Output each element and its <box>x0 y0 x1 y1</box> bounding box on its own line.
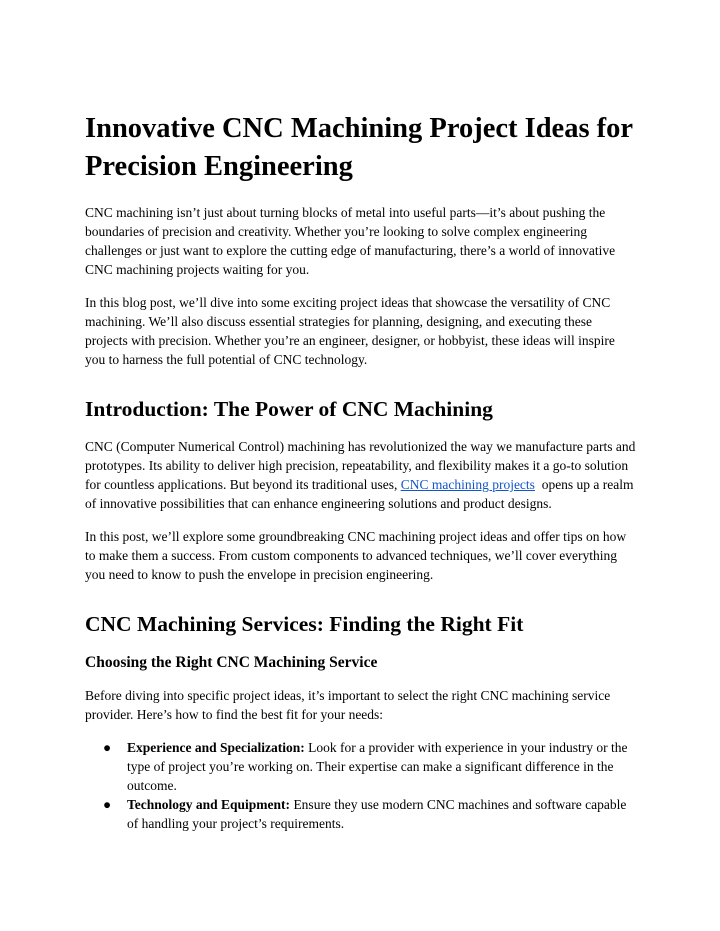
list-item-label: Technology and Equipment: <box>127 797 291 812</box>
list-item-label: Experience and Specialization: <box>127 740 305 755</box>
section1-paragraph-1 <box>85 437 638 513</box>
section1-paragraph-1-start: CNC (Computer Numerical Control) machining has revolutionized the way we manufacture parts and prototypes. Its ability to deliver high precision, repeatability, and flexibility makes it a go-to solution for countless applications. But beyond its traditional uses, <box>85 439 636 492</box>
list-item-text: Ensure they use modern CNC machines and software capable of handling your project’s requirements. <box>127 797 627 831</box>
section1-paragraph-1-end: opens up a realm of innovative possibilities that can enhance engineering solutions and product designs. <box>85 477 637 511</box>
list-item <box>85 795 638 833</box>
bullet-icon: ● <box>103 797 112 812</box>
list-item <box>85 738 638 795</box>
section2-paragraph-1: Before diving into specific project ideas, it’s important to select the right CNC machining service provider. Here’s how to find the best fit for your needs: <box>85 688 611 722</box>
section1-paragraph-2: In this post, we’ll explore some groundbreaking CNC machining project ideas and offer tips on how to make them a success. From custom components to advanced techniques, we’ll cover everything you need to know to push the envelope in precision engineering. <box>85 529 627 582</box>
bullet-icon: ● <box>103 740 112 755</box>
list-item-text: Look for a provider with experience in your industry or the type of project you’re working on. Their expertise can make a significant difference in the outcome. <box>127 740 628 793</box>
subheading-choosing-service: Choosing the Right CNC Machining Service <box>85 654 378 671</box>
section-heading-services: CNC Machining Services: Finding the Right Fit <box>85 612 524 636</box>
intro-paragraph-2: In this blog post, we’ll dive into some exciting project ideas that showcase the versatility of CNC machining. We’ll also discuss essential strategies for planning, designing, and executing these projects with precision. Whether you’re an engineer, designer, or hobbyist, these ideas will inspire you to harness the full potential of CNC technology. <box>85 295 615 367</box>
section-heading-introduction: Introduction: The Power of CNC Machining <box>85 397 493 421</box>
intro-paragraph-1: CNC machining isn’t just about turning blocks of metal into useful parts—it’s about pushing the boundaries of precision and creativity. Whether you’re looking to solve complex engineering challenges or just want to explore the cutting edge of manufacturing, there’s a world of innovative CNC machining projects waiting for you. <box>85 205 616 277</box>
cnc-machining-projects-link[interactable]: CNC machining projects <box>400 477 535 492</box>
page-title: Innovative CNC Machining Project Ideas for Precision Engineering <box>85 113 633 182</box>
criteria-list <box>85 738 638 833</box>
